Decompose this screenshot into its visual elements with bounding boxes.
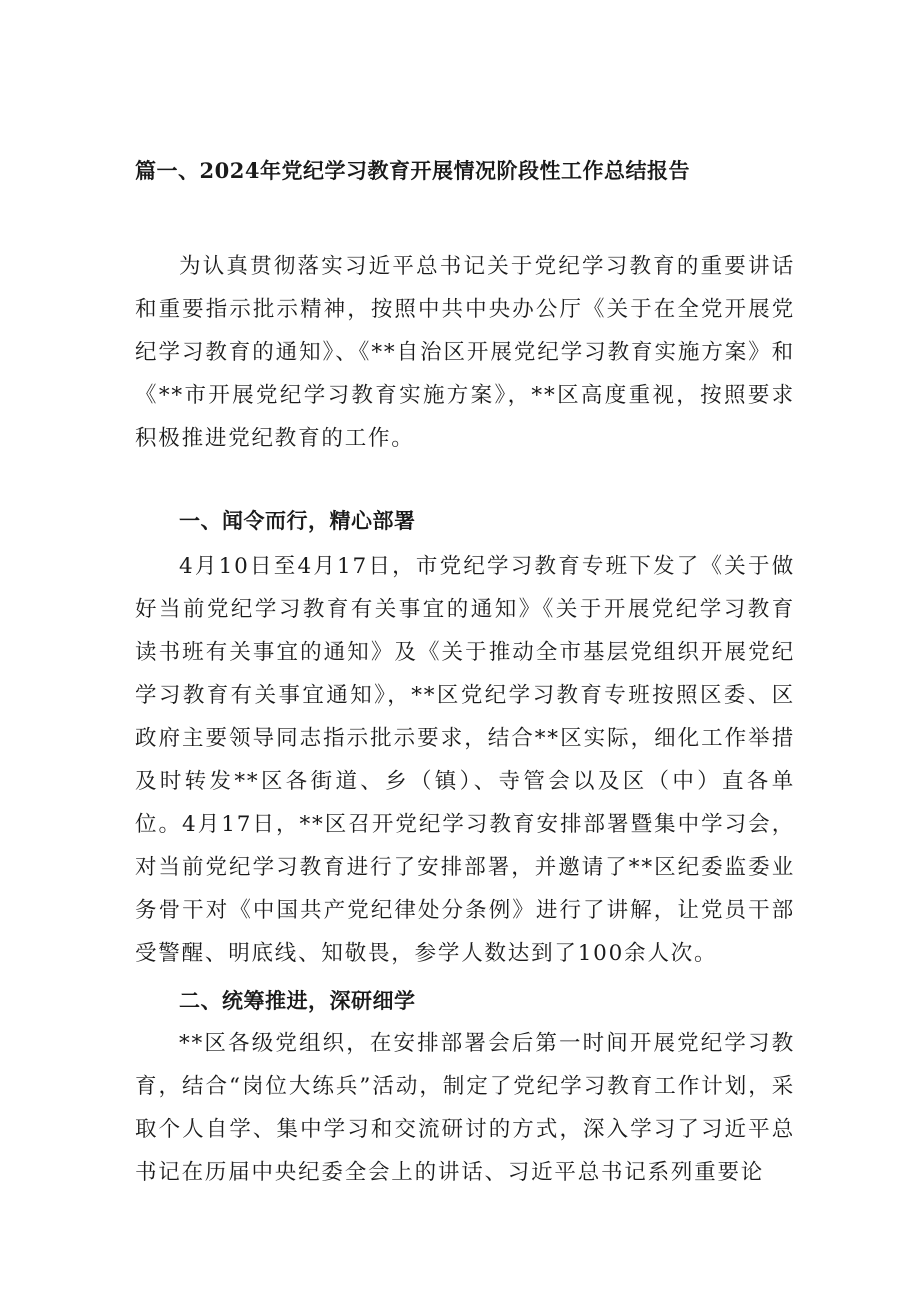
section-paragraph-1: 4月10日至4月17日，市党纪学习教育专班下发了《关于做好当前党纪学习教育有关事宜的通知》《关于开展党纪学习教育读书班有关事宜的通知》及《关于推动全市基层党组织开展党纪学习教育有关事宜通知》，**区党纪学习教育专班按照区委、区政府主要领导同志指示批示要求，结合**区实际，细化工作举措及时转发**区各街道、乡（镇）、寺管会以及区（中）直各单位。4月17日，**区召开党纪学习教育安排部署暨集中学习会，对当前党纪学习教育进行了安排部署，并邀请了**区纪委监委业务骨干对《中国共产党纪律处分条例》进行了讲解，让党员干部受警醒、明底线、知敬畏，参学人数达到了100余人次。 [135,554,795,966]
section-paragraph-2: **区各级党组织，在安排部署会后第一时间开展党纪学习教育，结合“岗位大练兵”活动，制定了党纪学习教育工作计划，采取个人自学、集中学习和交流研讨的方式，深入学习了习近平总书记在历届中央纪委全会上的讲话、习近平总书记系列重要论 [135,1031,795,1185]
section-heading-2: 二、统筹推进，深研细学 [179,989,416,1013]
section-heading-1: 一、闻令而行，精心部署 [179,509,416,533]
document-title: 篇一、2024年党纪学习教育开展情况阶段性工作总结报告 [135,158,690,183]
intro-paragraph: 为认真贯彻落实习近平总书记关于党纪学习教育的重要讲话和重要指示批示精神，按照中共中央办公厅《关于在全党开展党纪学习教育的通知》、《**自治区开展党纪学习教育实施方案》和《**市开展党纪学习教育实施方案》，**区高度重视，按照要求积极推进党纪教育的工作。 [135,254,795,451]
